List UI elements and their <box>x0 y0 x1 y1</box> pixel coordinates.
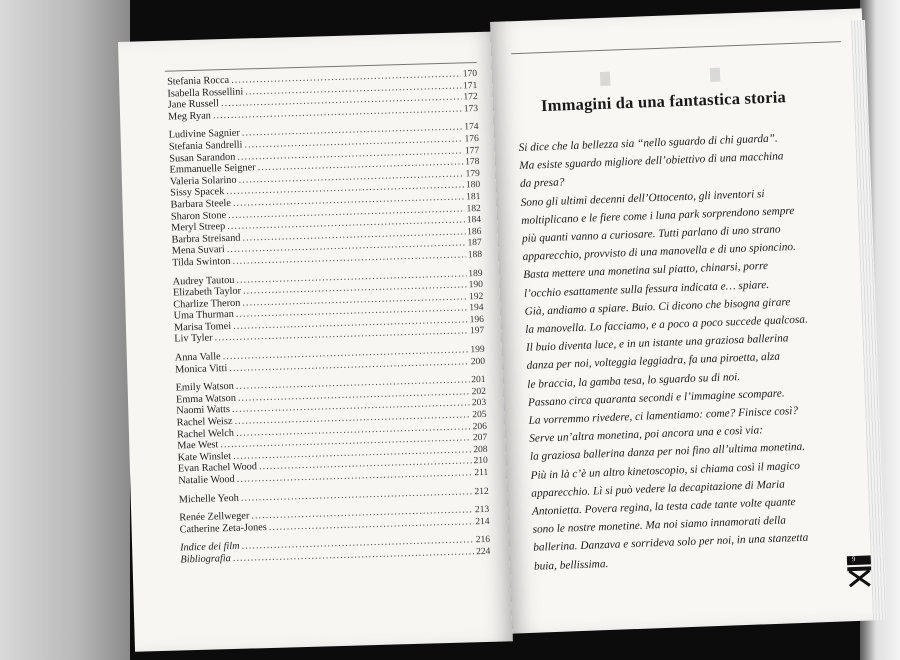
body-line: danza per noi, volteggia leggiadra, fa una piroetta, alza <box>526 351 781 373</box>
toc-entry-name: Renée Zellweger <box>179 510 250 524</box>
toc-entry-name: Ludivine Sagnier <box>168 128 240 141</box>
toc-entry-name: Rachel Welch <box>176 427 235 441</box>
toc-entry-name: Tilda Swinton <box>172 255 231 269</box>
body-line: le braccia, la gamba tesa, lo sguardo su di noi. <box>527 370 741 391</box>
toc-entry-name: Rachel Weisz <box>176 415 233 429</box>
toc-entry-name: Evan Rachel Wood <box>177 461 258 475</box>
right-page <box>490 8 884 633</box>
toc-entry-name: Sharon Stone <box>170 209 227 223</box>
body-line: Passano circa quaranta secondi e l’immagine scompare. <box>527 387 785 409</box>
toc-entry-name: Mae West <box>177 439 219 452</box>
toc-entry-name: Isabella Rossellini <box>167 86 244 100</box>
toc-entry-page: 181 <box>466 191 481 203</box>
body-line: la manovella. Lo facciamo, e a poco a poco succede qualcosa. <box>525 313 809 336</box>
body-line: Serve un’altra monetina, poi ancora una e così via: <box>529 424 764 446</box>
toc-entry-page: 202 <box>471 386 487 398</box>
toc-entry-name: Michelle Yeoh <box>178 492 239 506</box>
background-left <box>0 0 130 660</box>
toc-entry-page: 189 <box>468 268 483 279</box>
toc-entry-page: 224 <box>475 546 491 558</box>
toc-entry-page: 207 <box>472 433 488 444</box>
toc-entry-page: 186 <box>467 226 482 238</box>
body-line: La vorremmo rivedere, ci lamentiamo: come? Finisce così? <box>528 405 799 427</box>
body-line: l’occhio esattamente sulla fessura indicata e… spiare. <box>523 278 770 300</box>
toc-entry-page: 192 <box>468 291 484 302</box>
body-line: buia, bellissima. <box>533 557 609 573</box>
toc-entry-name: Audrey Tautou <box>172 274 235 288</box>
toc-entry-page: 172 <box>463 92 478 103</box>
toc-entry-name: Emily Watson <box>175 381 235 394</box>
toc-entry-name: Susan Sarandon <box>169 151 236 165</box>
toc-entry-name: Emmanuelle Seigner <box>169 162 256 176</box>
toc-entry-page: 174 <box>464 122 479 133</box>
toc-entry-page: 188 <box>467 249 483 261</box>
toc-entry-name: Kate Winslet <box>177 450 232 464</box>
body-line: più quanti vanno a curiosare. Tutti parlano di uno strano <box>521 223 781 245</box>
toc-entry-name: Stefania Sandrelli <box>168 139 243 153</box>
toc-entry-name: Meg Ryan <box>167 110 212 123</box>
toc-entry-page: 203 <box>471 398 487 409</box>
toc-entry-page: 182 <box>466 203 481 214</box>
toc-entry-page: 190 <box>468 280 484 291</box>
body-line: moltiplicano e le fiere come i luna park sorprendono sempre <box>521 204 795 227</box>
toc-entry-page: 178 <box>465 157 480 168</box>
chapter-title: Immagini da una fantastica storia <box>540 87 787 116</box>
toc-entry-page: 199 <box>470 344 485 356</box>
toc-entry-name: Uma Thurman <box>173 309 234 322</box>
toc-entry-page: 171 <box>462 80 478 91</box>
body-line: Basta mettere una monetina sul piatto, chinarsi, porre <box>523 260 769 282</box>
body-line: Si dice che la bellezza sia “nello sguardo di chi guarda”. <box>518 132 778 155</box>
toc-entry-page: 196 <box>469 314 485 326</box>
toc-entry-name: Mena Suvari <box>171 244 225 257</box>
film-reel-icon <box>600 72 611 86</box>
film-reel-icon <box>710 68 721 82</box>
toc-entry-name: Valeria Solarino <box>169 174 237 188</box>
toc-entry-page: 200 <box>470 356 486 367</box>
toc-entry-page: 187 <box>467 238 482 249</box>
body-line: apparecchio, provvisto di una manovella e di uno spioncino. <box>522 241 797 264</box>
body-line: sono le nostre monetine. Ma noi siamo innamorati della <box>532 514 787 537</box>
body-line: la graziosa ballerina danza per noi fino all’ultima monetina. <box>529 441 806 464</box>
toc-entry-name: Sissy Spacek <box>170 186 225 199</box>
left-page <box>118 31 513 651</box>
body-line: da presa? <box>519 176 565 191</box>
toc-entry <box>179 485 489 505</box>
toc-entry-page: 179 <box>465 168 480 180</box>
toc-entry-name: Bibliografia <box>180 553 231 566</box>
toc-entry-name: Barbara Steele <box>170 197 232 211</box>
body-line: Già, andiamo a spiare. Buio. Ci dicono che bisogna girare <box>524 296 791 318</box>
toc-entry-name: Anna Valle <box>174 351 221 364</box>
toc-entry-name: Stefania Rocca <box>166 74 230 88</box>
toc-entry-name: Indice dei film <box>180 541 240 554</box>
toc-entry-name: Meryl Streep <box>171 221 226 234</box>
body-line: Il buio diventa luce, e in un istante una graziosa ballerina <box>525 332 789 355</box>
body-line: Più in là c’è un altro kinetoscopio, si chiama così il magico <box>530 459 801 482</box>
toc-entry-name: Monica Vitti <box>175 362 228 376</box>
toc-entry-page: 197 <box>469 326 485 337</box>
chapter-body <box>518 127 864 576</box>
toc-entry-page: 173 <box>463 103 479 115</box>
toc-entry-page: 210 <box>473 456 488 467</box>
toc-entry-page: 212 <box>474 486 489 497</box>
toc-entry-name: Barbra Streisand <box>171 232 241 246</box>
header-rule <box>511 41 841 54</box>
body-line: Antonietta. Povera regina, la testa cade tante volte quante <box>531 496 796 518</box>
toc-entry-name: Emma Watson <box>175 392 237 406</box>
toc-entry-name: Liv Tyler <box>174 332 213 346</box>
toc-entry-page: 216 <box>475 535 491 546</box>
toc-entry-page: 206 <box>472 421 488 432</box>
toc-leader-dots <box>241 486 473 503</box>
body-line: ballerina. Danzava e sorrideva solo per noi, in una stanzetta <box>533 532 809 555</box>
toc-entry-name: Natalie Wood <box>178 473 235 487</box>
toc-entry-page: 214 <box>475 516 490 527</box>
toc-entry-page: 213 <box>474 505 490 516</box>
toc-entry-page: 184 <box>466 215 482 226</box>
body-line: Sono gli ultimi decenni dell’Ottocento, gli inventori si <box>520 187 765 209</box>
toc-entry-page: 211 <box>474 467 489 479</box>
body-line: apparecchio. Lì si può vedere la decapitazione di Maria <box>531 478 785 500</box>
toc-entry-page: 180 <box>465 180 481 191</box>
toc-entry-page: 177 <box>464 145 480 156</box>
toc-entry-page: 201 <box>471 375 486 386</box>
page-number: 9 <box>851 554 856 564</box>
toc-entry-page: 170 <box>462 68 478 80</box>
toc-entry-name: Elizabeth Taylor <box>172 285 242 299</box>
toc-entry-name: Naomi Watts <box>176 404 231 417</box>
directors-chair-icon <box>846 554 873 587</box>
toc-entry-page: 205 <box>472 409 487 421</box>
toc-entry-name: Jane Russell <box>167 98 220 111</box>
toc-entry-page: 176 <box>464 133 479 145</box>
toc-entry-page: 194 <box>469 303 484 314</box>
body-line: Ma esiste sguardo migliore dell’obiettivo di una macchina <box>519 150 784 173</box>
toc-entry-page: 208 <box>473 444 488 456</box>
table-of-contents <box>167 68 491 566</box>
toc-entry-name: Catherine Zeta-Jones <box>179 521 267 536</box>
toc-entry-name: Charlize Theron <box>173 297 241 311</box>
toc-entry-name: Marisa Tomei <box>173 320 232 334</box>
